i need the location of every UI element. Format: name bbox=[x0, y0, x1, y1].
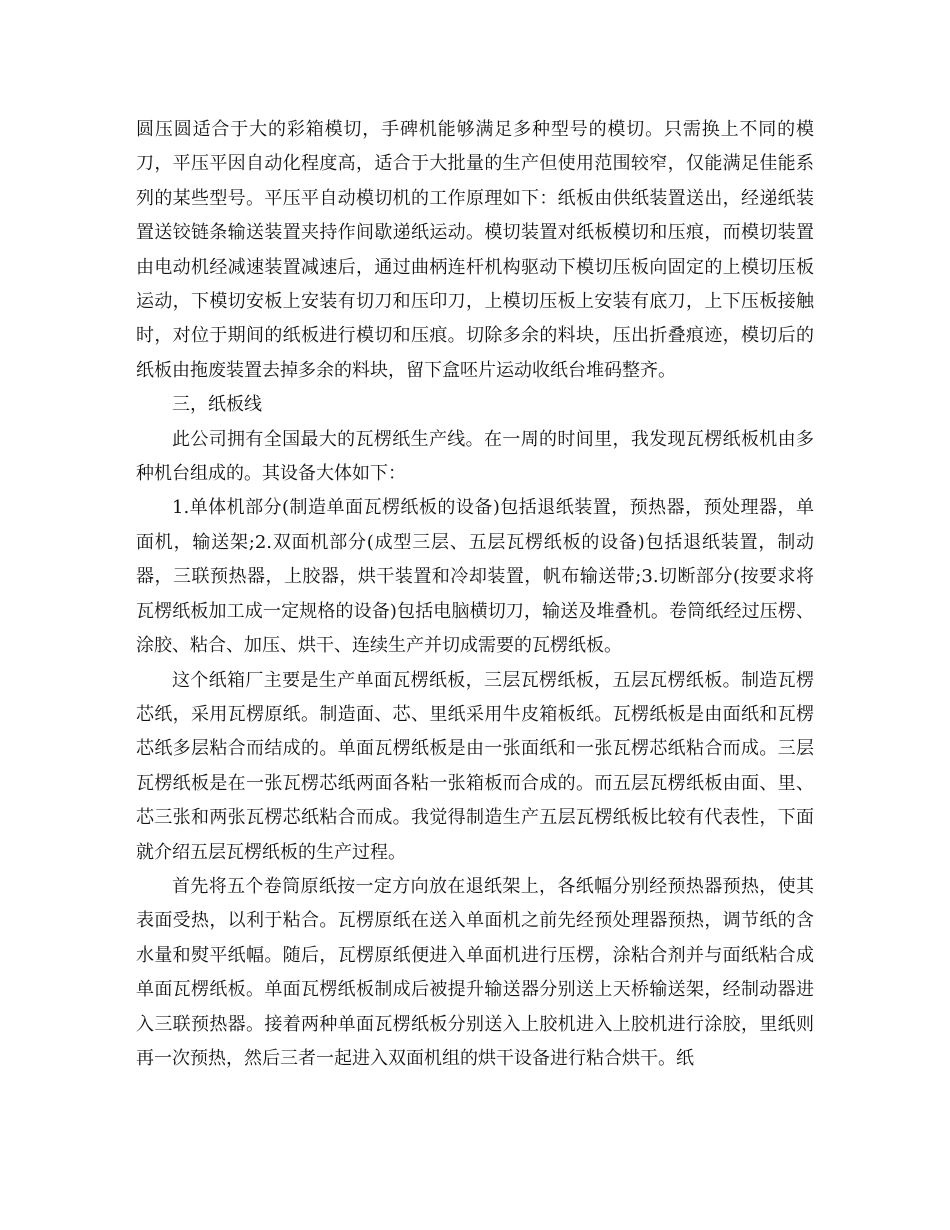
paragraph-production-process: 首先将五个卷筒原纸按一定方向放在退纸架上，各纸幅分别经预热器预热，使其表面受热，以利于粘合。瓦楞原纸在送入单面机之前先经预处理器预热，调节纸的含水量和熨平纸幅。随后，瓦楞原纸便进入单面机进行压楞，涂粘合剂并与面纸粘合成单面瓦楞纸板。单面瓦楞纸板制成后被提升输送器分别送上天桥输送架，经制动器进入三联预热器。接着两种单面瓦楞纸板分别送入上胶机进入上胶机进行涂胶，里纸则再一次预热，然后三者一起进入双面机组的烘干设备进行粘合烘干。纸 bbox=[136, 875, 814, 1069]
paragraph-equipment-list: 1.单体机部分(制造单面瓦楞纸板的设备)包括退纸装置，预热器，预处理器，单面机，输送架;2.双面机部分(成型三层、五层瓦楞纸板的设备)包括退纸装置，制动器，三联预热器，上胶器，烘干装置和冷却装置，帆布输送带;3.切断部分(按要求将瓦楞纸板加工成一定规格的设备)包括电脑横切刀，输送及堆叠机。卷筒纸经过压楞、涂胶、粘合、加压、烘干、连续生产并切成需要的瓦楞纸板。 bbox=[136, 497, 814, 657]
document-body bbox=[136, 113, 814, 1076]
paragraph-die-cutting: 圆压圆适合于大的彩箱模切，手碑机能够满足多种型号的模切。只需换上不同的模刀，平压平因自动化程度高，适合于大批量的生产但使用范围较窄，仅能满足佳能系列的某些型号。平压平自动模切机的工作原理如下：纸板由供纸装置送出，经递纸装置送铰链条输送装置夹持作间歇递纸运动。模切装置对纸板模切和压痕，而模切装置由电动机经减速装置减速后，通过曲柄连杆机构驱动下模切压板向固定的上模切压板运动，下模切安板上安装有切刀和压印刀，上模切压板上安装有底刀，上下压板接触时，对位于期间的纸板进行模切和压痕。切除多余的料块，压出折叠痕迹，模切后的纸板由拖废装置去掉多余的料块，留下盒呸片运动收纸台堆码整齐。 bbox=[136, 119, 814, 381]
paragraph-intro-corrugated-line: 此公司拥有全国最大的瓦楞纸生产线。在一周的时间里，我发现瓦楞纸板机由多种机台组成的。其设备大体如下： bbox=[136, 428, 814, 485]
paragraph-board-types: 这个纸箱厂主要是生产单面瓦楞纸板，三层瓦楞纸板，五层瓦楞纸板。制造瓦楞芯纸，采用瓦楞原纸。制造面、芯、里纸采用牛皮箱板纸。瓦楞纸板是由面纸和瓦楞芯纸多层粘合而结成的。单面瓦楞纸板是由一张面纸和一张瓦楞芯纸粘合而成。三层瓦楞纸板是在一张瓦楞芯纸两面各粘一张箱板而合成的。而五层瓦楞纸板由面、里、芯三张和两张瓦楞芯纸粘合而成。我觉得制造生产五层瓦楞纸板比较有代表性，下面就介绍五层瓦楞纸板的生产过程。 bbox=[136, 669, 814, 863]
section-heading-paperboard-line: 三，纸板线 bbox=[172, 394, 262, 416]
